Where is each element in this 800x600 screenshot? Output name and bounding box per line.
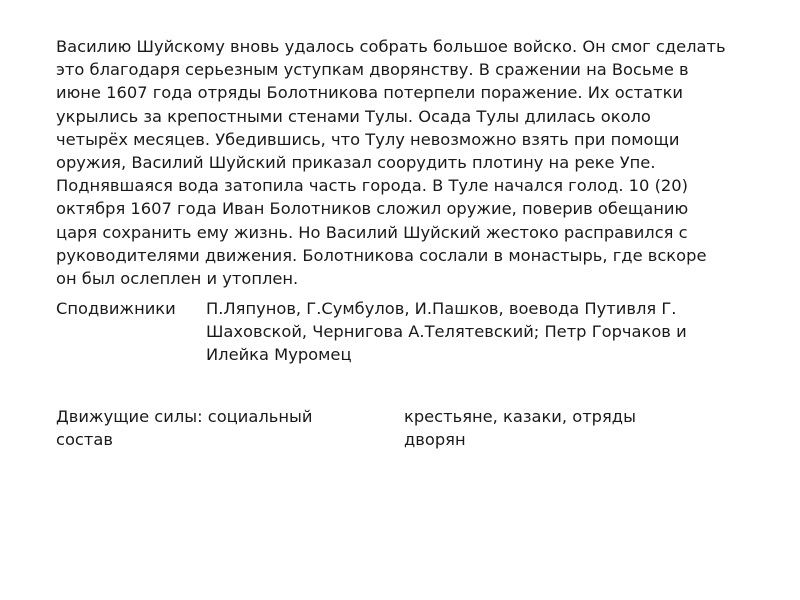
associates-value: П.Ляпунов, Г.Сумбулов, И.Пашков, воевода Путивля Г. Шаховской, Чернигова А.Телятевский; Петр Горчаков и Илейка Муромец (206, 299, 687, 365)
main-paragraph: Василию Шуйскому вновь удалось собрать большое войско. Он смог сделать это благодаря серьезным уступкам дворянству. В сражении на Восьме в июне 1607 года отряды Болотникова потерпели поражение. Их остатки укрылись за крепостными стенами Тулы. Осада Тулы длилась около четырёх месяцев. Убедившись, что Тулу невозможно взять при помощи оружия, Василий Шуйский приказал соорудить плотину на реке Упе. Поднявшаяся вода затопила часть города. В Туле начался голод. 10 (20) октября 1607 года Иван Болотников сложил оружие, поверив обещанию царя сохранить ему жизнь. Но Василий Шуйский жестоко расправился с руководителями движения. Болотникова сослали в монастырь, где вскоре он был ослеплен и утоплен. (56, 37, 726, 289)
associates-label: Сподвижники (56, 299, 176, 318)
driving-forces-label: Движущие силы: социальный состав (56, 407, 313, 450)
driving-forces-value: крестьяне, казаки, отряды дворян (404, 407, 636, 450)
